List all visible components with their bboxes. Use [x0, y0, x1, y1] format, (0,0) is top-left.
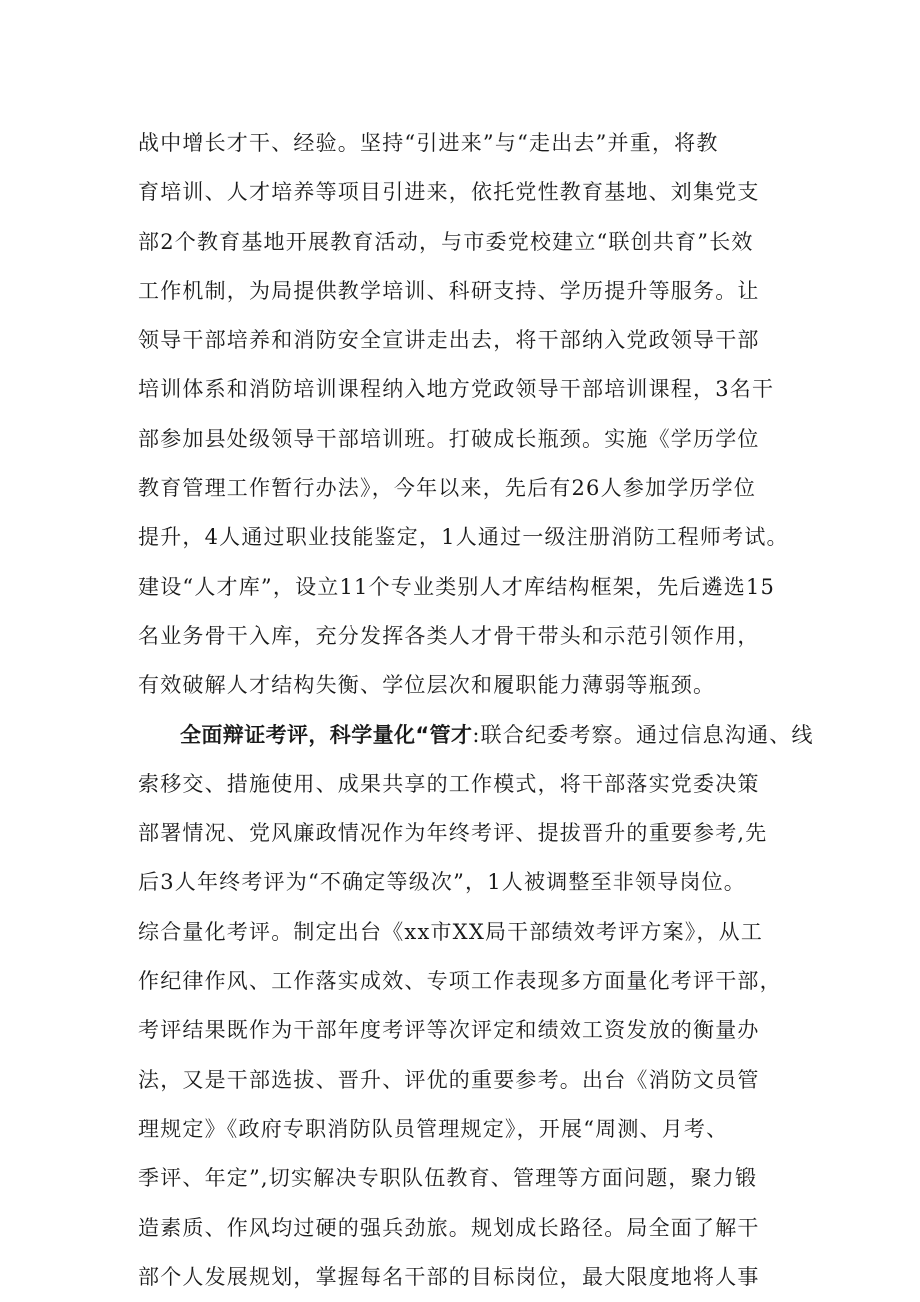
paragraph-2-first-line-rest: :联合纪委考察。通过信息沟通、线 [472, 722, 814, 747]
body-line: 作纪律作风、工作落实成效、专项工作表现多方面量化考评干部， [138, 969, 782, 994]
body-line: 教育管理工作暂行办法》，今年以来，先后有26人参加学历学位 [138, 476, 757, 501]
body-line: 提升，4人通过职业技能鉴定，1人通过一级注册消防工程师考试。 [138, 525, 789, 550]
body-line: 季评、年定”,切实解决专职队伍教育、管理等方面问题，聚力锻 [138, 1166, 758, 1191]
document-body [138, 119, 814, 1302]
body-line: 工作机制，为局提供教学培训、科研支持、学历提升等服务。让 [138, 278, 760, 303]
body-line: 造素质、作风均过硬的强兵劲旅。规划成长路径。局全面了解干 [138, 1215, 760, 1240]
body-line: 索移交、措施使用、成果共享的工作模式，将干部落实党委决策 [138, 771, 760, 796]
body-line: 后3人年终考评为“不确定等级次”，1人被调整至非领导岗位。 [138, 870, 746, 895]
body-line: 部参加县处级领导干部培训班。打破成长瓶颈。实施《学历学位 [138, 426, 760, 451]
body-line: 综合量化考评。制定出台《xx市XX局干部绩效考评方案》，从工 [138, 919, 764, 944]
body-line: 育培训、人才培养等项目引进来，依托党性教育基地、刘集党支 [138, 180, 760, 205]
body-line: 培训体系和消防培训课程纳入地方党政领导干部培训课程，3名干 [138, 377, 775, 402]
body-line: 部署情况、党风廉政情况作为年终考评、提拔晋升的重要参考,先 [138, 821, 768, 846]
body-line: 有效破解人才结构失衡、学位层次和履职能力薄弱等瓶颈。 [138, 673, 716, 698]
body-line: 部个人发展规划，掌握每名干部的目标岗位，最大限度地将人事 [138, 1264, 760, 1289]
body-line: 名业务骨干入库，充分发挥各类人才骨干带头和示范引领作用， [138, 623, 760, 648]
body-line: 建设“人才库”，设立11个专业类别人才库结构框架，先后遴选15 [138, 574, 776, 599]
body-line: 理规定》《政府专职消防队员管理规定》，开展“周测、月考、 [138, 1116, 729, 1141]
body-line: 战中增长才干、经验。坚持“引进来”与“走出去”并重，将教 [138, 131, 719, 155]
body-line: 考评结果既作为干部年度考评等次评定和绩效工资发放的衡量办 [138, 1018, 760, 1043]
body-line: 部2个教育基地开展教育活动，与市委党校建立“联创共育”长效 [138, 229, 754, 254]
body-line: 法，又是干部选拔、晋升、评优的重要参考。出台《消防文员管 [138, 1067, 760, 1092]
body-line: 领导干部培养和消防安全宣讲走出去，将干部纳入党政领导干部 [138, 328, 760, 353]
paragraph-2-lead-heading: 全面辩证考评，科学量化“管才 [180, 722, 473, 747]
paragraph-2-first-line [138, 711, 814, 760]
